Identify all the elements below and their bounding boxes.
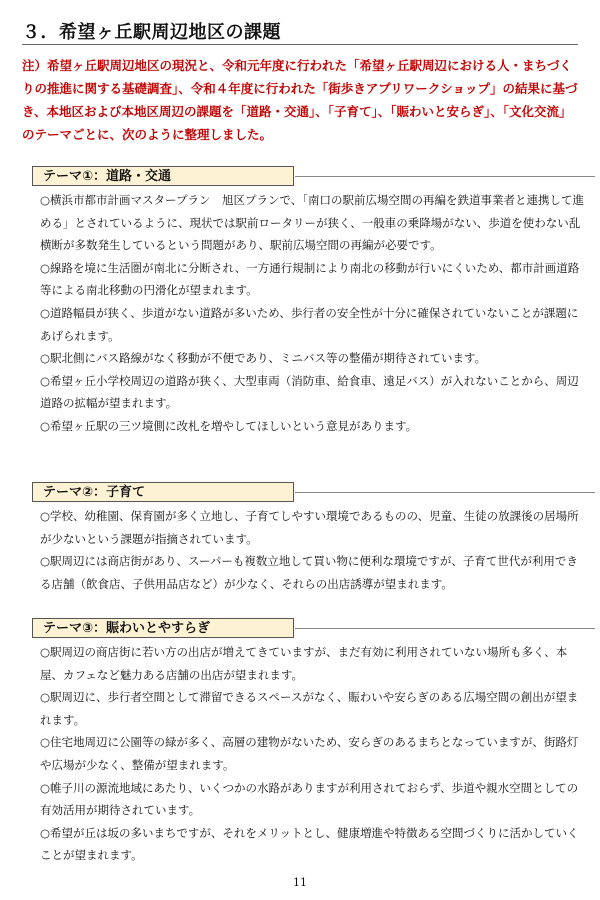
theme-3-body	[40, 641, 588, 867]
theme-2-body	[40, 505, 588, 595]
page-title: ３．希望ヶ丘駅周辺地区の課題	[22, 22, 281, 43]
theme-3-item: ○駅周辺の商店街に若い方の出店が増えてきていますが、まだ有効に利用されていない場所も多く、本屋、カフェなど魅力ある店舗の出店が望まれます。	[40, 645, 568, 682]
theme-3-item: ○駅周辺に、歩行者空間として滞留できるスペースがなく、賑わいや安らぎのある広場空間の創出が望まれます。	[40, 690, 579, 727]
intro-note: 注）希望ヶ丘駅周辺地区の現況と、令和元年度に行われた「希望ヶ丘駅周辺における人・まちづくりの推進に関する基礎調査」、令和４年度に行われた「街歩きアプリワークショップ」の結果に基づき、本地区および本地区周辺の課題を「道路・交通」、「子育て」、「賑わいと安らぎ」、「文化交流」のテーマごとに、次のように整理しました。	[22, 58, 578, 142]
theme-1-heading: テーマ①：道路・交通	[32, 166, 294, 186]
theme-1-item: ○線路を境に生活圏が南北に分断され、一方通行規制により南北の移動が行いにくいため、都市計画道路等による南北移動の円滑化が望まれます。	[40, 260, 580, 298]
theme-3-item: ○住宅地周辺に公園等の緑が多く、高層の建物がないため、安らぎのあるまちとなっていますが、街路灯や広場が少なく、整備が望まれます。	[40, 735, 579, 772]
theme-3-heading: テーマ③：賑わいとやすらぎ	[32, 618, 294, 638]
theme-3-item: ○帷子川の源流地域にあたり、いくつかの水路がありますが利用されておらず、歩道や親水空間としての有効活用が期待されています。	[40, 780, 579, 818]
theme-1-body	[40, 189, 588, 438]
title-underline	[22, 44, 578, 45]
theme-1-item: ○駅北側にバス路線がなく移動が不便であり、ミニバス等の整備が期待されています。	[40, 351, 487, 366]
theme-2-item: ○駅周辺には商店街があり、スーパーも複数立地して買い物に便利な環境ですが、子育て世代が利用できる店舗（飲食店、子供用品店など）が少なく、それらの出店誘導が望まれます。	[40, 554, 578, 591]
theme-3-item: ○希望が丘は坂の多いまちですが、それをメリットとし、健康増進や特徴ある空間づくりに活かしていくことが望まれます。	[40, 825, 579, 863]
theme-2-item: ○学校、幼稚園、保育園が多く立地し、子育てしやすい環境であるものの、児童、生徒の放課後の居場所が少ないという課題が指摘されています。	[40, 509, 579, 546]
theme-1-item: ○横浜市都市計画マスタープラン 旭区プランで、「南口の駅前広場空間の再編を鉄道事業者と連携して進める」とされているように、現状では駅前ロータリーが狭く、一般車の乗降場がない、歩道を使わない乱横断が多数発生しているという問題があり、駅前広場空間の再編が必要です。	[40, 193, 584, 253]
page-number: 11	[293, 876, 307, 889]
theme-1-item: ○希望ヶ丘駅の三ツ境側に改札を増やしてほしいという意見があります。	[40, 418, 418, 433]
theme-1-item: ○希望ヶ丘小学校周辺の道路が狭く、大型車両（消防車、給食車、遠足バス）が入れないことから、周辺道路の拡幅が望まれます。	[40, 373, 579, 411]
theme-2-heading: テーマ②：子育て	[32, 482, 294, 502]
theme-1-item: ○道路幅員が狭く、歩道がない道路が多いため、歩行者の安全性が十分に確保されていないことが課題にあげられます。	[40, 305, 579, 343]
